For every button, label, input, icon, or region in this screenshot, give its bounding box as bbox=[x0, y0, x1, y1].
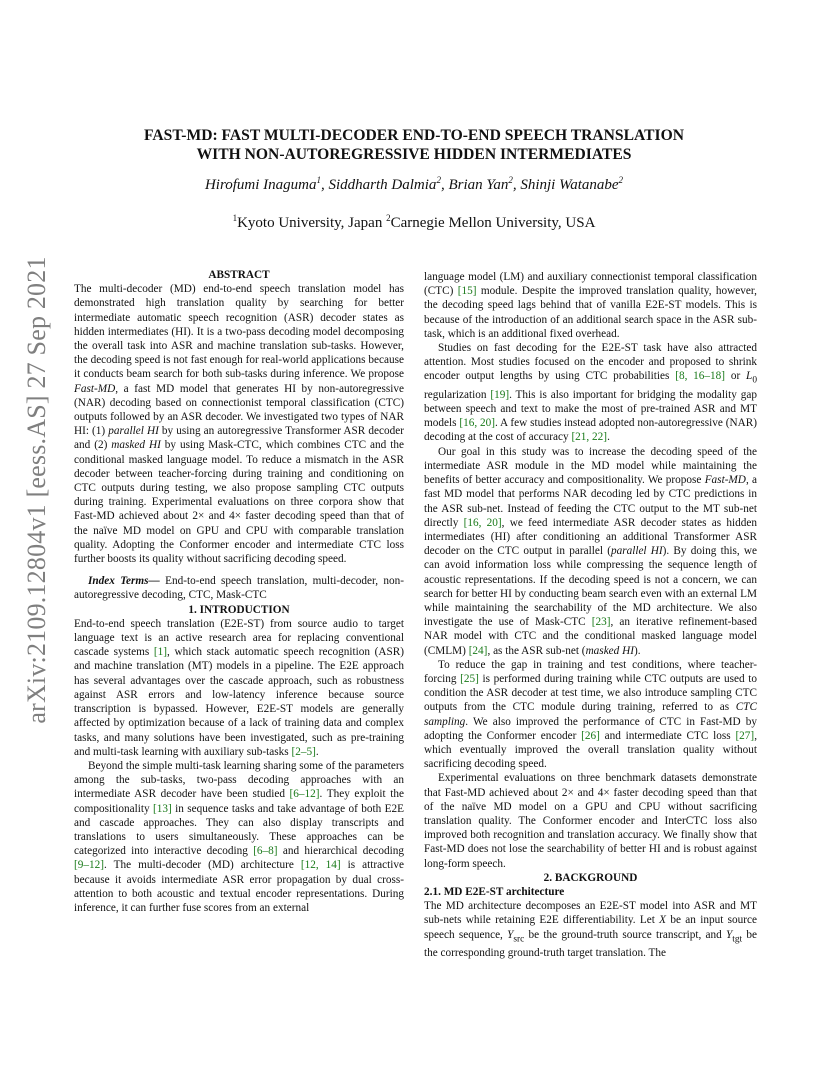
citation-link[interactable]: [21, 22] bbox=[571, 431, 608, 444]
text-run: ). By doing this, we can avoid information loss while compressing the sequence length of acoustic representations. If the decoding speed is not a concern, we can search for better HI by conducting beam search even with an external LM while maintaining the searchability of the MD architecture. We also investigate the use of Mask-CTC bbox=[424, 545, 758, 629]
author-name: Hirofumi Inaguma bbox=[204, 177, 317, 193]
text-run: and hierarchical decoding bbox=[277, 845, 404, 858]
intro-heading: 1. INTRODUCTION bbox=[188, 603, 290, 616]
text-run: , a fast MD model that performs NAR decoding led by CTC predictions in the ASR sub-net. Instead of feeding the CTC output to the MT sub-net directly bbox=[424, 474, 758, 529]
index-terms-text: End-to-end speech translation, multi-decoder, non-autoregressive decoding, CTC, Mask-CTC bbox=[74, 575, 404, 602]
author-name: Siddharth Dalmia bbox=[328, 177, 437, 193]
citation-link[interactable]: [27] bbox=[735, 729, 755, 742]
emph-text: Fast-MD bbox=[704, 474, 746, 487]
left-column bbox=[74, 268, 404, 915]
citation-link[interactable]: [15] bbox=[457, 285, 477, 298]
math-subscript: src bbox=[513, 933, 525, 944]
text-run: , which stack automatic speech recognition (ASR) and machine translation (MT) models in a pipeline. The E2E approach has several advantages over the cascade approach, such as robustness against ASR errors and low-latency inference because source transcription is bypassed. However, E2E-ST models are generally affected by optimization because of a lack of training data and complex tasks, and many solutions have been investigated, such as pre-training and multi-task learning with auxiliary sub-tasks bbox=[74, 646, 404, 758]
text-run: . The multi-decoder (MD) architecture bbox=[104, 859, 301, 872]
text-run: To reduce the gap in training and test conditions, where teacher-forcing bbox=[424, 658, 757, 685]
abstract-heading: ABSTRACT bbox=[208, 269, 270, 281]
text-run: . We also improved the performance of CTC in Fast-MD by adopting the Conformer encoder bbox=[424, 715, 757, 742]
arxiv-id-text: arXiv:2109.12804v1 [eess.AS] 27 Sep 2021 bbox=[22, 256, 51, 724]
math-subscript: tgt bbox=[732, 933, 743, 944]
right-paragraph-5 bbox=[424, 771, 757, 870]
author-affil-mark: 2 bbox=[618, 175, 624, 185]
citation-link[interactable]: [2–5] bbox=[291, 745, 316, 758]
text-run: module. Despite the improved translation quality, however, the decoding speed lags behind that of vanilla E2E-ST models. This is because of the introduction of an additional search space in the ASR sub-task, which is an additional fixed overhead. bbox=[424, 285, 757, 340]
text-run: Studies on fast decoding for the E2E-ST task have also attracted attention. Most studies focused on the encoder and proposed to shrink encoder output lengths by using CTC probabilities bbox=[424, 342, 757, 383]
intro-paragraph-2 bbox=[74, 759, 404, 915]
text-run: and intermediate CTC loss bbox=[599, 729, 736, 742]
math-symbol: X bbox=[659, 914, 667, 927]
citation-link[interactable]: [6–12] bbox=[289, 788, 320, 801]
index-terms-label: Index Terms— bbox=[88, 575, 160, 588]
emph-text: CTC sampling bbox=[424, 701, 757, 728]
text-run: or bbox=[725, 370, 747, 383]
background-paragraph-1 bbox=[424, 899, 757, 960]
emph-text: parallel HI bbox=[610, 545, 663, 558]
author-name: Shinji Watanabe bbox=[520, 177, 619, 193]
citation-link[interactable]: [25] bbox=[460, 672, 479, 685]
citation-link[interactable]: [12, 14] bbox=[300, 859, 341, 872]
math-symbol: Y bbox=[507, 928, 514, 941]
citation-link[interactable]: [13] bbox=[153, 802, 172, 815]
text-run: . bbox=[315, 745, 319, 758]
text-run: , as the ASR sub-net ( bbox=[487, 644, 586, 657]
citation-link[interactable]: [9–12] bbox=[74, 859, 104, 872]
background-subheading: 2.1. MD E2E-ST architecture bbox=[424, 885, 565, 898]
emph-text: parallel HI bbox=[108, 425, 159, 438]
text-run: , we feed intermediate ASR decoder states as hidden intermediates (HI) after conditioning an additional Transformer ASR decoder on the CTC output in parallel ( bbox=[424, 516, 757, 558]
affil-cmu: Carnegie Mellon University, USA bbox=[390, 215, 596, 231]
citation-link[interactable]: [6–8] bbox=[253, 845, 278, 858]
affiliations bbox=[80, 215, 748, 232]
emph-text: masked HI bbox=[111, 439, 161, 452]
text-run: be the ground-truth source transcript, and bbox=[524, 928, 726, 941]
text-run: End-to-end speech translation (E2E-ST) from source audio to target language text is an active research area for replacing conventional cascade systems bbox=[74, 617, 404, 659]
citation-link[interactable]: [16, 20] bbox=[459, 417, 495, 430]
right-column bbox=[424, 270, 757, 960]
intro-paragraph-1 bbox=[74, 617, 404, 759]
text-run: Our goal in this study was to increase the decoding speed of the intermediate ASR module in the MD model while maintaining the benefits of better accuracy and compositionality. We propose bbox=[424, 445, 757, 487]
text-run: is attractive because it avoids intermediate ASR error propagation by dual cross-attention to both acoustic and textual encoder representations. During inference, it can further fuse scores from an external bbox=[74, 859, 404, 914]
text-run: ). bbox=[634, 644, 641, 657]
emph-text: Fast-MD bbox=[74, 382, 116, 395]
paper-title bbox=[80, 126, 748, 164]
citation-link[interactable]: [26] bbox=[581, 729, 600, 742]
text-run: Experimental evaluations on three benchmark datasets demonstrate that Fast-MD achieved about 2× and 4× faster decoding speed than that of the naïve MD model on a GPU and CPU without sacrificing translation quality. The Conformer encoder and InterCTC loss also improved both recognition and translation accuracy. We finally show that Fast-MD does not lose the searchability of better HI and is robust against long-form speech. bbox=[424, 772, 757, 870]
right-paragraph-2 bbox=[424, 341, 757, 445]
title-line-1: FAST-MD: FAST MULTI-DECODER END-TO-END SPEECH TRANSLATION bbox=[144, 127, 684, 144]
affil-kyoto: Kyoto University, Japan bbox=[237, 215, 387, 231]
text-run: language model (LM) and auxiliary connectionist temporal classification (CTC) bbox=[424, 271, 757, 298]
text-run: is performed during training while CTC outputs are used to condition the ASR decoder at test time, we also introduce sampling CTC outputs from the CTC module during training, referred to as bbox=[424, 672, 757, 714]
text-run: in sequence tasks and take advantage of both E2E and cascade approaches. They can also display transcripts and translations to users simultaneously. These approaches can be categorized into interactive decoding bbox=[74, 802, 405, 858]
author-affil-mark: 1 bbox=[316, 175, 321, 185]
index-terms bbox=[74, 574, 404, 602]
text-run: . bbox=[607, 431, 610, 444]
background-heading: 2. BACKGROUND bbox=[543, 871, 638, 884]
text-run: The multi-decoder (MD) end-to-end speech translation model has demonstrated high translation quality by searching for better intermediate automatic speech recognition (ASR) decoder states as hidden intermediates (HI). It is a two-pass decoding model decomposing the overall task into ASR and machine translation sub-tasks. However, the decoding speed is not fast enough for real-world applications because it conducts beam search for both sub-tasks during inference. We propose bbox=[74, 283, 404, 381]
text-run: , a fast MD model that generates HI by non-autoregressive (NAR) decoding based on connectionist temporal classification (CTC) outputs followed by an ASR decoder. We investigated two types of NAR HI: (1) bbox=[74, 382, 404, 438]
right-paragraph-3 bbox=[424, 445, 757, 658]
citation-link[interactable]: [16, 20] bbox=[463, 516, 502, 529]
text-run: . This is also important for bridging the modality gap between speech and text to make the most of pre-trained ASR and MT models bbox=[424, 388, 757, 430]
text-run: . A few studies instead adopted non-autoregressive (NAR) decoding at the cost of accuracy bbox=[424, 417, 757, 444]
text-run: be an input source speech sequence, bbox=[424, 914, 758, 941]
text-run: , which eventually improved the overall translation quality without sacrificing decoding speed. bbox=[424, 729, 757, 771]
citation-link[interactable]: [1] bbox=[153, 646, 168, 659]
affil-mark: 1 bbox=[232, 213, 238, 223]
text-run: by using an autoregressive Transformer ASR decoder and (2) bbox=[74, 425, 404, 452]
citation-link[interactable]: [19] bbox=[490, 388, 510, 401]
affil-mark: 2 bbox=[386, 213, 391, 223]
right-paragraph-4 bbox=[424, 658, 757, 772]
right-paragraph-1 bbox=[424, 270, 757, 341]
title-line-2: WITH NON-AUTOREGRESSIVE HIDDEN INTERMEDIATES bbox=[196, 146, 632, 163]
text-run: Beyond the simple multi-task learning sharing some of the parameters among the sub-tasks, two-pass decoding approaches with an intermediate ASR decoder have been studied bbox=[74, 759, 404, 801]
citation-link[interactable]: [24] bbox=[468, 644, 488, 657]
math-subscript: 0 bbox=[752, 375, 757, 386]
text-run: The MD architecture decomposes an E2E-ST model into ASR and MT sub-nets while retaining E2E differentiability. Let bbox=[424, 900, 757, 927]
text-run: be the corresponding ground-truth target translation. The bbox=[424, 928, 757, 960]
author-list: Hirofumi Inaguma$^1$, Siddharth Dalmia$^2$, Brian Yan$^2$, Shinji Watanabe$^2$ bbox=[204, 175, 624, 193]
text-run: by using Mask-CTC, which combines CTC and the conditional masked language model. To reduce a mismatch in the ASR decoder between teacher-forcing during training and conditioning on CTC outputs during testing, we also propose sampling CTC outputs during training. Experimental evaluations on three corpora show that Fast-MD achieved about 2× and 4× faster decoding speed than that of the naïve MD model on GPU and CPU with comparable translation quality. Adopting the Conformer encoder and intermediate CTC loss further boosts its quality without sacrificing decoding speed. bbox=[74, 439, 404, 566]
citation-link[interactable]: [23] bbox=[591, 616, 611, 629]
citation-link[interactable]: [8, 16–18] bbox=[675, 370, 726, 383]
math-symbol: L bbox=[746, 370, 753, 383]
text-run: , an iterative refinement-based NAR model with CTC and the conditional masked language model (CMLM) bbox=[424, 616, 757, 657]
author-name: Brian Yan bbox=[448, 177, 509, 193]
author-affil-mark: 2 bbox=[508, 175, 513, 185]
text-run: regularization bbox=[424, 388, 491, 401]
author-affil-mark: 2 bbox=[436, 175, 441, 185]
abstract-paragraph bbox=[74, 282, 404, 566]
text-run: . They exploit the compositionality bbox=[74, 788, 405, 815]
emph-text: masked HI bbox=[585, 644, 634, 657]
arxiv-identifier-stamp bbox=[22, 256, 52, 724]
math-symbol: Y bbox=[725, 928, 733, 941]
